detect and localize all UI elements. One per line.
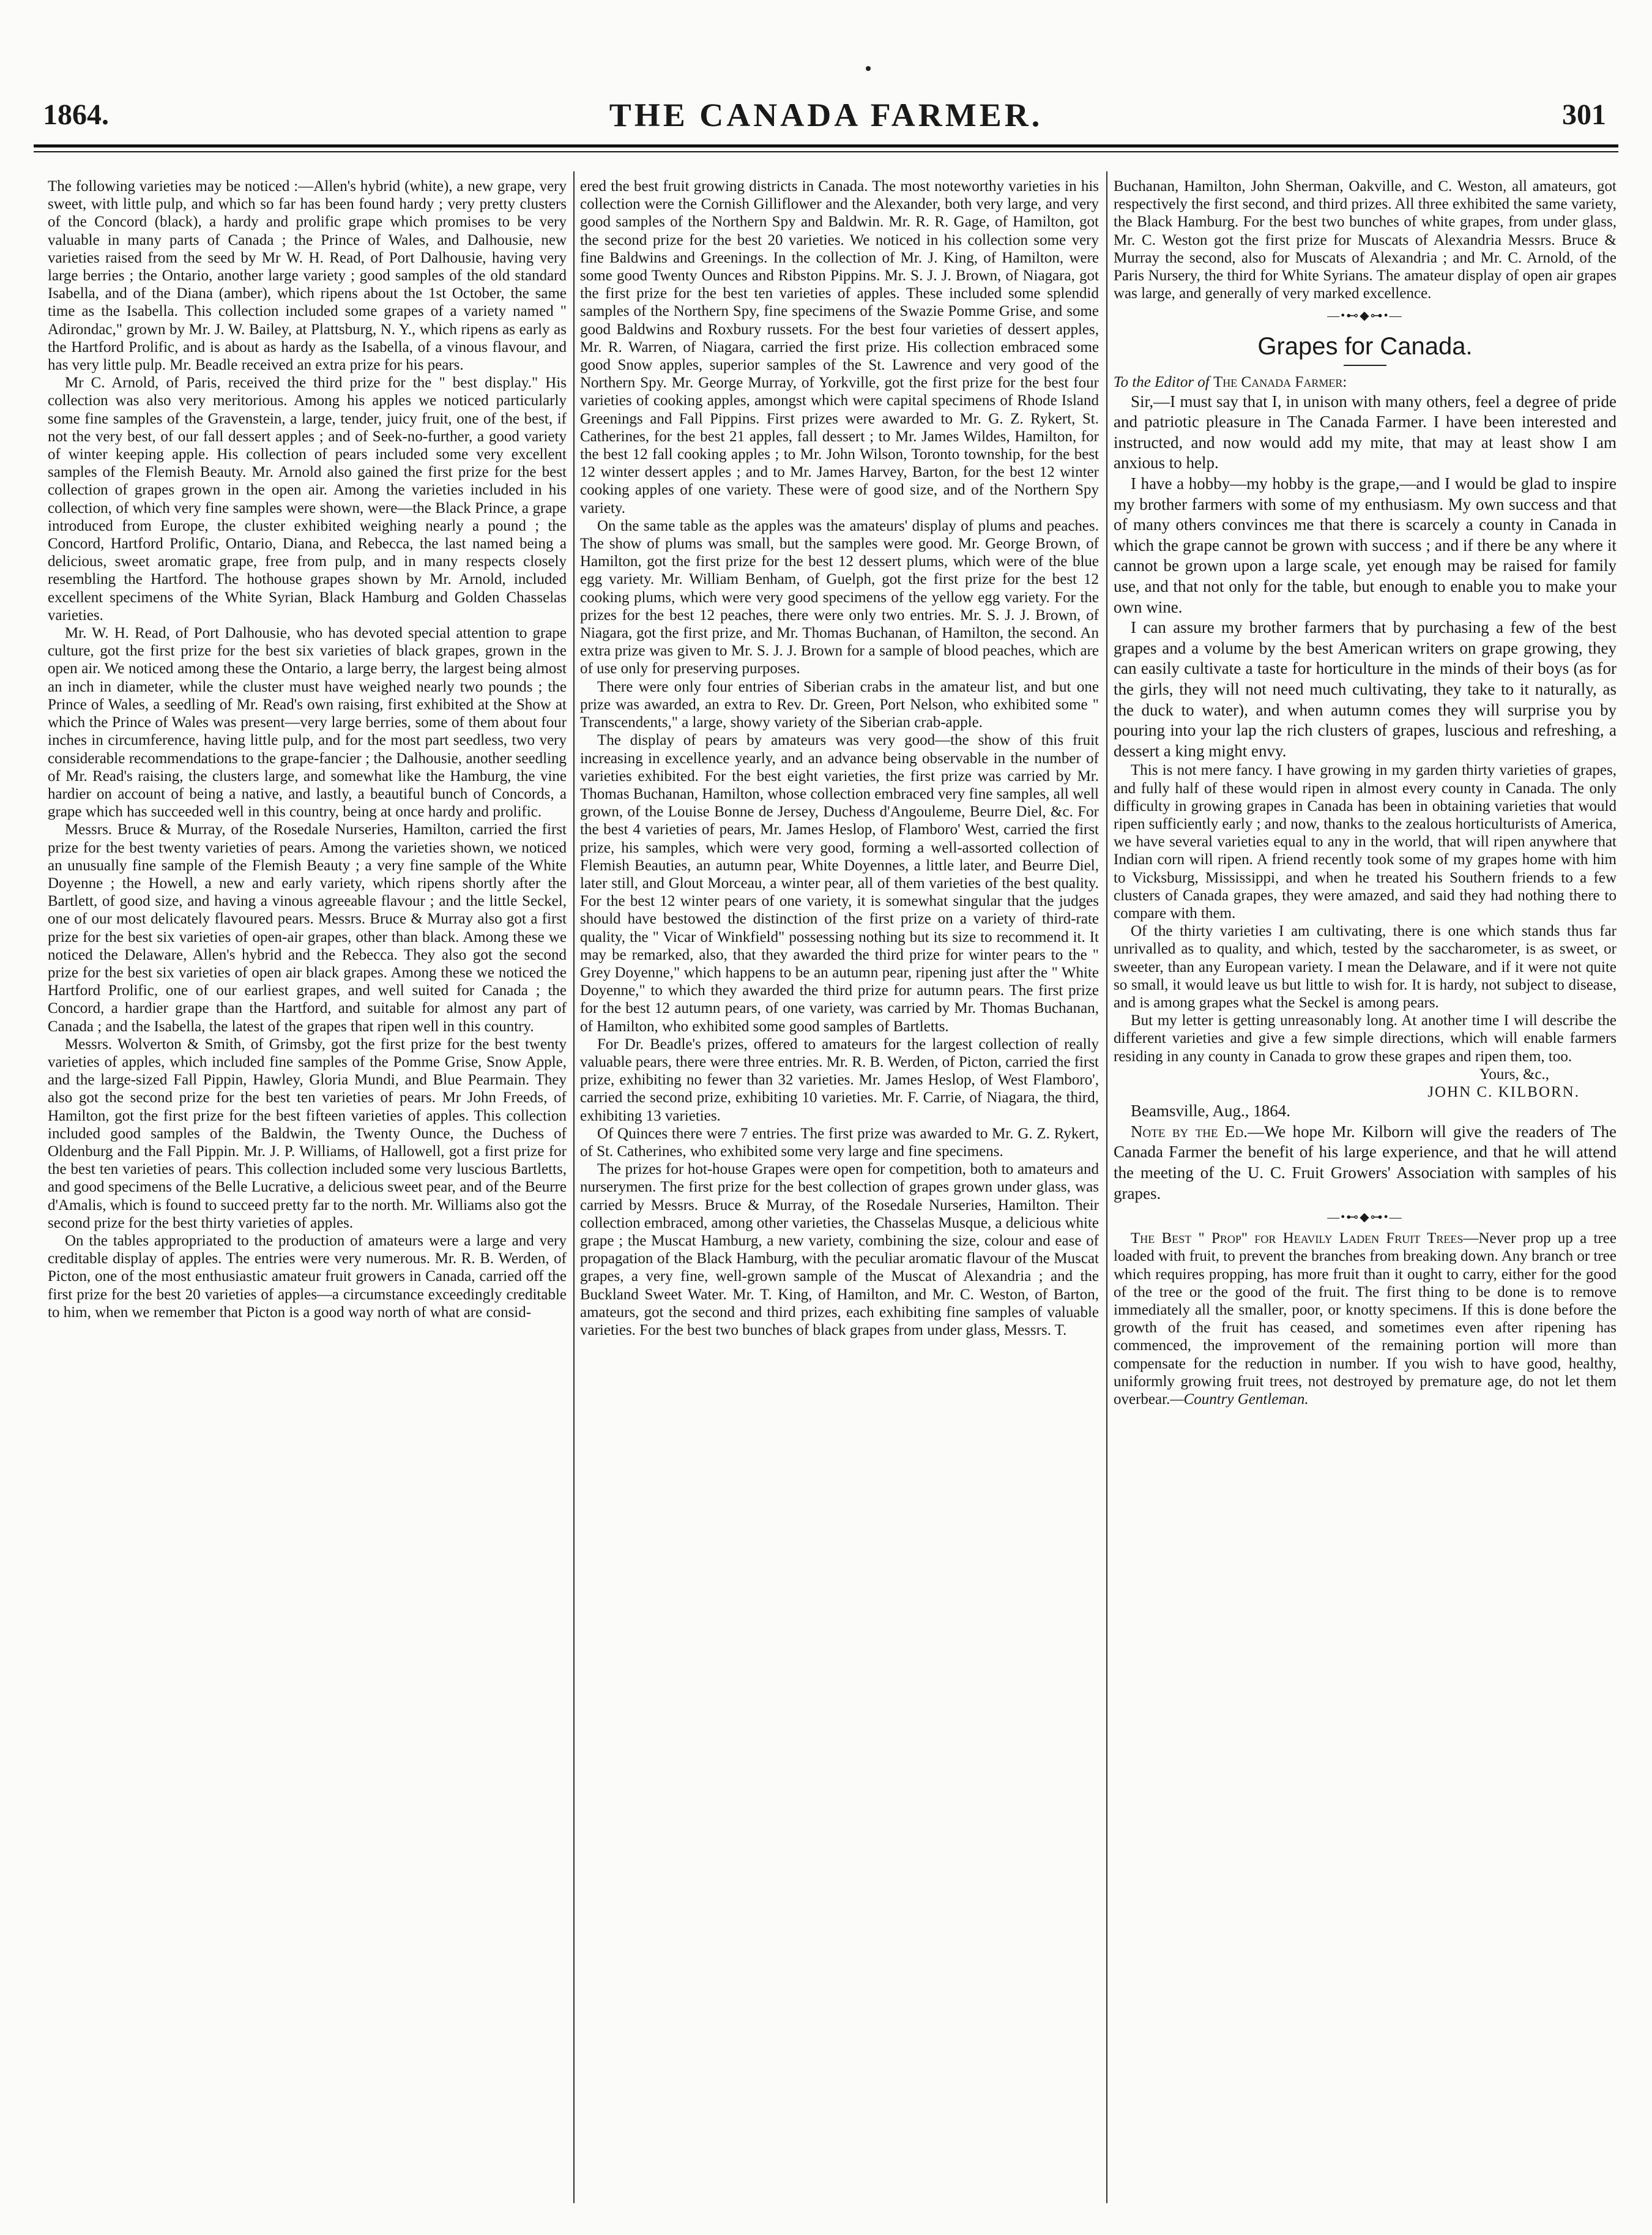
editor-note-label: Note by the Ed.: [1131, 1122, 1248, 1141]
column-2: [580, 177, 1099, 2197]
masthead-title: THE CANADA FARMER.: [609, 97, 1043, 133]
column-3: [1114, 177, 1617, 2197]
editor-note: [1114, 1122, 1617, 1204]
section-ornament: —•⊷◆⊶•—: [1327, 1211, 1403, 1225]
column-divider: [573, 171, 575, 2203]
tip-label: The Best " Prop" for Heavily Laden Fruit Trees: [1131, 1230, 1464, 1247]
article-paragraph: On the tables appropriated to the production of amateurs were a large and very creditable display of apples. The entries were very numerous. Mr. R. B. Werden, of Picton, one of the most enthusiastic amateur fruit growers in Canada, carried off the first prize for the best 20 varieties of apples—a circumstance exceedingly creditable to him, when we remember that Picton is a good way north of what are consid-: [48, 1232, 567, 1321]
article-paragraph: The prizes for hot-house Grapes were open for competition, both to amateurs and nurserymen. The first prize for the best collection of grapes grown under glass, was carried by Messrs. Bruce & Murray, of the Rosedale Nurseries, Hamilton. Their collection embraced, among other varieties, the Chasselas Musque, a delicious white grape ; the Muscat Hamburg, a new variety, combining the size, colour and ease of propagation of the Black Hamburg, with the peculiar aromatic flavour of the Muscat grapes, a very fine, well-grown sample of the Muscat of Alexandria ; and the Buckland Sweet Water. Mr. T. King, of Hamilton, and Mr. C. Weston, of Barton, amateurs, got the second and third prizes, each exhibiting fine samples of valuable varieties. For the best two bunches of black grapes from under glass, Messrs. T.: [580, 1161, 1099, 1338]
salutation-paper: The Canada Farmer:: [1213, 374, 1347, 391]
article-paragraph: Messrs. Wolverton & Smith, of Grimsby, got the first prize for the best twenty varieties of apples, which included fine samples of the Pomme Grise, Snow Apple, and the large-sized Fall Pippin, Hawley, Gloria Mundi, and Blue Pearmain. They also got the second prize for the best ten varieties of pears. Mr John Freeds, of Hamilton, got the first prize for the best fifteen varieties of apples. This collection included good samples of the Baldwin, the Twenty Ounce, the Duchess of Oldenburg and the Fall Pippin. Mr. J. P. Williams, of Hallowell, got a first prize for the best ten varieties of pears. This collection included some very luscious Bartletts, and good specimens of the Belle Lucrative, a delicious sweet pear, and of the Beurre d'Amalis, which is found to succeed pretty far to the north. Mr. Williams also got the second prize for the best thirty varieties of apples.: [48, 1035, 567, 1231]
article-paragraph: The display of pears by amateurs was very good—the show of this fruit increasing in excellence yearly, and an advance being observable in the number of varieties exhibited. For the best eight varieties, the first prize was carried by Mr. Thomas Buchanan, Hamilton, whose collection embraced very fine samples, all well grown, of the Louise Bonne de Jersey, Duchess d'Angouleme, Beurre Diel, &c. For the best 4 varieties of pears, Mr. James Heslop, of Flamboro' West, carried the first prize, his samples, which were very good, forming a well-assorted collection of Flemish Beauties, an autumn pear, White Doyennes, a little later, and Beurre Diel, later still, and Glout Morceau, a winter pear, all of them varieties of the best quality. For the best 12 winter pears of one variety, it is somewhat singular that the judges should have bestowed the distinction of the first prize on a variety of third-rate quality, the " Vicar of Winkfield" possessing nothing but its size to recommend it. It may be remarked, also, that they awarded the third prize for winter pears to the " Grey Doyenne," which happens to be an autumn pear, ripening just after the " White Doyenne," to which they awarded the third prize for autumn pears. The first prize for the best 12 autumn pears, of one variety, was carried by Mr. Thomas Buchanan, of Hamilton, who exhibited some good samples of Bartletts.: [580, 732, 1099, 1035]
letter-paragraph: But my letter is getting unreasonably long. At another time I will describe the different varieties and give a few simple directions, which will enable farmers residing in any county in Canada to grow these grapes and ripen them, too.: [1114, 1012, 1617, 1065]
letter-place-date: Beamsville, Aug., 1864.: [1131, 1102, 1290, 1121]
tip-text: —Never prop up a tree loaded with fruit, to prevent the branches from breaking down. Any branch or tree which requires propping, has more fruit than it ought to carry, either for the good of the tree or the good of the fruit. The first thing to be done is to remove immediately all the smaller, poor, or knotty specimens. If this is done before the growth of the fruit has ceased, and sometimes even after ripening has commenced, the improvement of the remaining portion will more than compensate for the reduction in number. If you wish to have good, healthy, uniformly growing fruit trees, not destroyed by premature age, do not let them overbear.: [1114, 1230, 1617, 1408]
article-paragraph: On the same table as the apples was the amateurs' display of plums and peaches. The show of plums was small, but the samples were good. Mr. George Brown, of Hamilton, got the first prize for the best 12 dessert plums, which were of the blue egg variety. Mr. William Benham, of Guelph, got the first prize for the best 12 cooking plums, which were very good specimens of the yellow egg variety. For the prizes for the best 12 peaches, there were only two entries. Mr. S. J. J. Brown, of Niagara, got the first prize, and Mr. Thomas Buchanan, of Hamilton, the second. An extra prize was given to Mr. S. J. J. Brown for a sample of blood peaches, which are of use only for preserving purposes.: [580, 517, 1099, 677]
heading-rule: [1344, 365, 1386, 366]
letter-paragraph: I can assure my brother farmers that by purchasing a few of the best grapes and a volume by the best American writers on grape growing, they can easily cultivate a taste for horticulture in the minds of their boys (as for the girls, they will not need much cultivating, they take to it naturally, as the duck to water), and when autumn comes they will surprise you by pouring into your lap the rich clusters of grapes, luscious and refreshing, a dessert a king might envy.: [1114, 618, 1617, 760]
salutation-prefix: To the Editor of: [1114, 374, 1213, 391]
letter-paragraph: Sir,—I must say that I, in unison with many others, feel a degree of pride and patriotic pleasure in The Canada Farmer. I have been interested and instructed, and now would add my mite, that may at least show I am anxious to help.: [1114, 392, 1617, 472]
letter-body-large: [1114, 392, 1617, 762]
page-number: 301: [1562, 99, 1606, 131]
print-speck: [866, 66, 871, 71]
section-ornament: —•⊷◆⊶•—: [1327, 309, 1403, 323]
letter-paragraph: This is not mere fancy. I have growing in my garden thirty varieties of grapes, and fully half of these would ripen in almost every county in Canada. The only difficulty in growing grapes in Canada has been in obtaining varieties that would ripen sufficiently early ; and now, thanks to the zealous horticulturists of America, we have several varieties equal to any in the world, that will ripen anywhere that Indian corn will ripen. A friend recently took some of my grapes home with him to Vicksburg, Mississippi, and when he treated his Southern friends to a few clusters of Canada grapes, they were amazed, and said they had nothing there to compare with them.: [1114, 762, 1617, 922]
tip-paragraph: [1114, 1229, 1617, 1408]
masthead: [34, 97, 1618, 152]
article-paragraph: ered the best fruit growing districts in Canada. The most noteworthy varieties in his collection were the Cornish Gilliflower and the Alexander, both very large, and very good samples of the Northern Spy and Baldwin. Mr. R. R. Gage, of Hamilton, got the second prize for the best 20 varieties. We noticed in his collection some very fine Baldwins and Greenings. In the collection of Mr. J. King, of Hamilton, were some good Twenty Ounces and Ribston Pippins. Mr. S. J. J. Brown, of Niagara, got the first prize for the best ten varieties of apples. These included some splendid samples of the Northern Spy, fine specimens of the Swazie Pomme Grise, and some good Baldwins and Roxbury russets. For the best four varieties of dessert apples, Mr. R. Warren, of Niagara, carried the first prize. His collection embraced some good Snow apples, superior samples of the St. Lawrence and very good of the Northern Spy. Mr. George Murray, of Yorkville, got the first prize for the best four varieties of cooking apples, amongst which were capital specimens of Rhode Island Greenings and Fall Pippins. First prizes were awarded to Mr. G. Z. Rykert, St. Catherines, for the best 21 apples, fall dessert ; to Mr. James Wildes, Hamilton, for the best 12 fall cooking apples ; to Mr. John Wilson, Toronto township, for the best 12 winter dessert apples ; and to Mr. James Harvey, Barton, for the best 12 winter cooking apples of one variety. These were of good size, and of the Northern Spy variety.: [580, 178, 1099, 517]
letter-salutation: [1114, 373, 1617, 391]
column-1: [48, 177, 567, 2197]
masthead-rule-thick: [34, 144, 1618, 147]
article-paragraph: For Dr. Beadle's prizes, offered to amateurs for the largest collection of really valuable pears, there were three entries. Mr. R. B. Werden, of Picton, carried the first prize, exhibiting no fewer than 32 varieties. Mr. James Heslop, of West Flamboro', carried the second prize, exhibiting 10 varieties. Mr. F. Carrie, of Niagara, the third, exhibiting 13 varieties.: [580, 1035, 1099, 1124]
article-paragraph: Mr C. Arnold, of Paris, received the third prize for the " best display." His collection was also very meritorious. Among his apples we noticed particularly some fine samples of the Gravenstein, a large, tender, juicy fruit, one of the best, if not the very best, of our fall dessert apples ; and of Seek-no-further, a good variety of winter keeping apple. His collection of pears included some very excellent samples of the Flemish Beauty. Mr. Arnold also gained the first prize for the best collection of grapes grown in the open air. Among the varieties included in his collection, of which very fine samples were shown, were—the Black Prince, a grape introduced from Europe, the cluster exhibited weighing nearly a pound ; the Concord, Hartford Prolific, Ontario, Diana, and Rebecca, the last named being a delicious, sweet aromatic grape, free from pulp, and in many respects closely resembling the Hartford. The hothouse grapes shown by Mr. Arnold, included excellent specimens of the White Syrian, Black Hamburg and Golden Chasselas varieties.: [48, 375, 567, 624]
letter-signature: JOHN C. KILBORN.: [1427, 1083, 1580, 1100]
article-paragraph: There were only four entries of Siberian crabs in the amateur list, and but one prize was awarded, an extra to Rev. Dr. Green, Port Nelson, who exhibited some " Transcendents," a large, showy variety of the Siberian crab-apple.: [580, 678, 1099, 731]
letter-paragraph: I have a hobby—my hobby is the grape,—and I would be glad to inspire my brother farmers with some of my enthusiasm. My own success and that of many others convinces me that there is scarcely a county in Canada in which the grape cannot be grown with success ; and if there be any where it cannot be grown upon a large scale, yet enough may be raised for family use, and that not only for the table, but enough to enable you to make your own wine.: [1114, 474, 1617, 616]
letter-closing: Yours, &c.,: [1479, 1065, 1549, 1083]
article-paragraph: Messrs. Bruce & Murray, of the Rosedale Nurseries, Hamilton, carried the first prize for the best twenty varieties of pears. Among the varieties shown, we noticed an unusually fine sample of the Flemish Beauty ; a very fine sample of the White Doyenne ; the Howell, a new and early variety, which ripens shortly after the Bartlett, of good size, and having a vinous agreeable flavour ; and the little Seckel, one of our most delicately flavoured pears. Messrs. Bruce & Murray also got a first prize for the best six varieties of open-air grapes, other than black. Among these we noticed the Delaware, Allen's hybrid and the Rebecca. They also got the second prize for the best six varieties of open air black grapes. Among these we noticed the Hartford Prolific, one of our earliest grapes, and well suited for Canada ; the Concord, a hardier grape than the Hartford, and suitable for almost any part of Canada ; and the Isabella, the latest of the grapes that ripen well in this country.: [48, 821, 567, 1035]
column-divider: [1106, 171, 1107, 2203]
letter-paragraph: Of the thirty varieties I am cultivating, there is one which stands thus far unrivalled as to quality, and which, tested by the saccharometer, is as sweet, or sweeter, than any European variety. I mean the Delaware, and if it were not quite so small, it would leave us but little to wish for. It is hardy, not subject to disease, and is among grapes what the Seckel is among pears.: [1114, 923, 1617, 1011]
tip-source: —Country Gentleman.: [1170, 1390, 1309, 1408]
article-paragraph: Mr. W. H. Read, of Port Dalhousie, who has devoted special attention to grape culture, got the first prize for the best six varieties of black grapes, grown in the open air. We noticed among these the Ontario, a large berry, the largest being almost an inch in diameter, while the cluster must have weighed nearly two pounds ; the Prince of Wales, a seedling of Mr. Read's own raising, first exhibited at the Show at which the Prince of Wales was present—very large berries, some of them about four inches in circumference, having little pulp, and for the most part seedless, two very considerable recommendations to the grape-fancier ; the Dalhousie, another seedling of Mr. Read's raising, the clusters large, and somewhat like the Hamburg, the vine hardier on account of being a native, and lastly, a beautiful bunch of Concords, a grape which has succeeded well in this country, being at once hardy and prolific.: [48, 625, 567, 821]
masthead-rule-thin: [34, 151, 1618, 152]
editor-note-text: —We hope Mr. Kilborn will give the readers of The Canada Farmer the benefit of his large experience, and that he will attend the meeting of the U. C. Fruit Growers' Association with samples of his grapes.: [1114, 1122, 1617, 1203]
masthead-year: 1864.: [43, 99, 109, 131]
article-paragraph: Buchanan, Hamilton, John Sherman, Oakville, and C. Weston, all amateurs, got respectively the first second, and third prizes. All three exhibited the same variety, the Black Hamburg. For the best two bunches of white grapes, from under glass, Mr. C. Weston got the first prize for Muscats of Alexandria Messrs. Bruce & Murray the second, also for Muscats of Alexandria ; and Mr. C. Arnold, of the Paris Nursery, the third for White Syrians. The amateur display of open air grapes was large, and generally of very marked excellence.: [1114, 178, 1617, 302]
letter-heading: Grapes for Canada.: [1257, 333, 1473, 360]
article-paragraph: The following varieties may be noticed :—Allen's hybrid (white), a new grape, very sweet, with little pulp, and which so far has been found hardy ; very pretty clusters of the Concord (black), a hardy and prolific grape which promises to be very valuable in many parts of Canada ; the Prince of Wales, and Dalhousie, new varieties raised from the seed by Mr W. H. Read, of Port Dalhousie, having very large berries ; the Ontario, another large variety ; good samples of the old standard Isabella, and of the Diana (amber), which ripens about the 1st October, the same time as the Isabella. This collection included some grapes of a variety named " Adirondac," grown by Mr. J. W. Bailey, at Plattsburg, N. Y., which ripens as early as the Hartford Prolific, and is about as hardy as the Isabella, of a vinous flavour, and has very little pulp. Mr. Beadle received an extra prize for his pears.: [48, 178, 567, 374]
article-paragraph: Of Quinces there were 7 entries. The first prize was awarded to Mr. G. Z. Rykert, of St. Catherines, who exhibited some very large and fine specimens.: [580, 1125, 1099, 1160]
